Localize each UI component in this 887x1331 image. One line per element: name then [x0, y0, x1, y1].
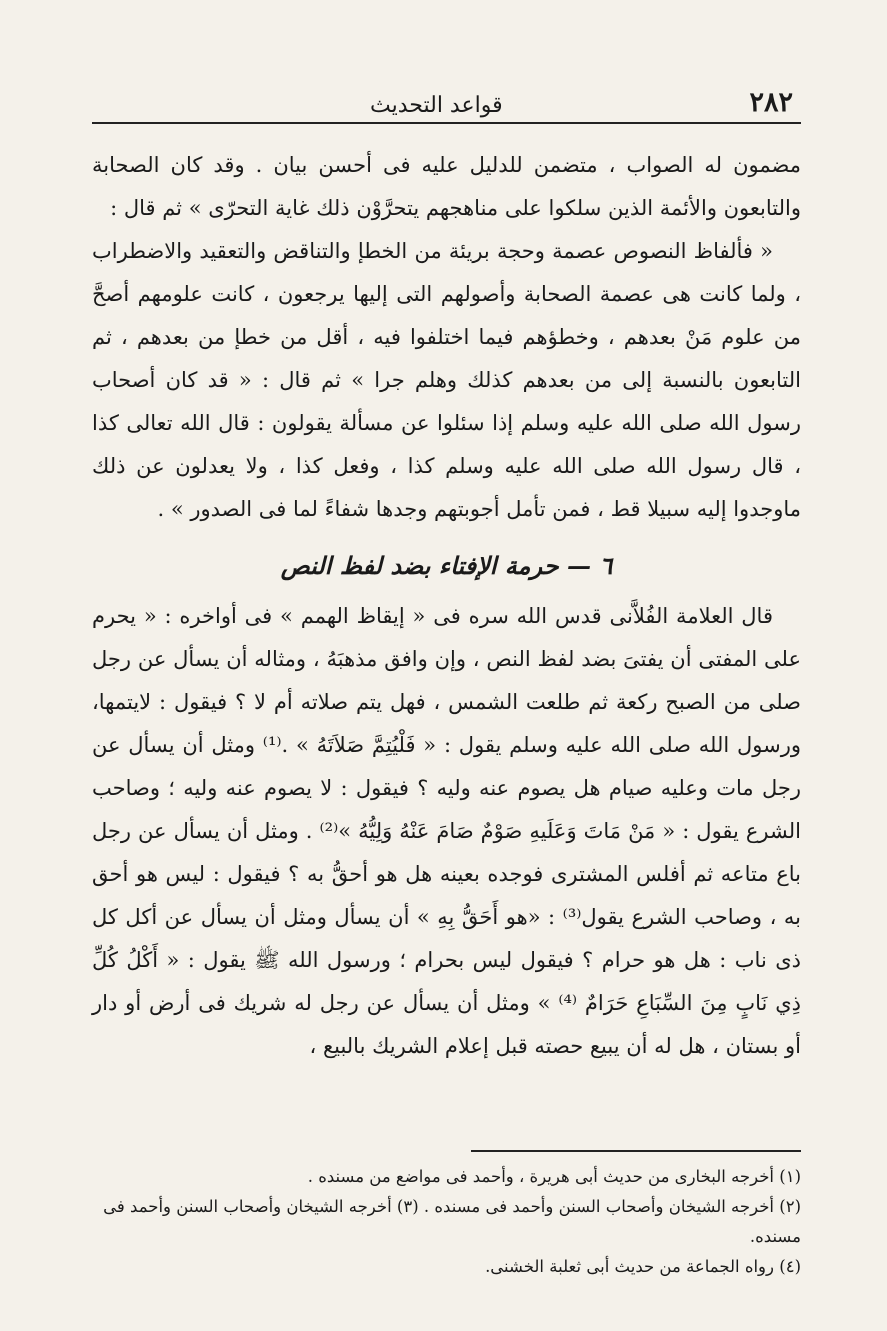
paragraph: قال العلامة الفُلاَّنى قدس الله سره فى « إيقاظ الهمم » فى أواخره : « يحرم على المفتى أن يفتىَ بضد لفظ النص ، وإن وافق مذهبَهُ ، ومثاله أن يسأل عن رجل صلى من الصبح ركعة ثم طلعت الشمس ، فهل يتم صلاته أم لا ؟ فيقول : لايتمها، ورسول الله صلى الله عليه وسلم يقول : « فَلْيُتِمَّ صَلاَتَهُ » .⁽¹⁾ ومثل أن يسأل عن رجل مات وعليه صيام هل يصوم عنه وليه ؟ فيقول : لا يصوم عنه وليه ؛ وصاحب الشرع يقول : « مَنْ مَاتَ وَعَلَيهِ صَوْمٌ صَامَ عَنْهُ وَلِيُّهُ »⁽²⁾ . ومثل أن يسأل عن رجل باع متاعه ثم أفلس المشترى فوجده بعينه هل هو أحقُّ به ؟ فيقول : ليس هو أحق به ، وصاحب الشرع يقول⁽³⁾ : «هو أَحَقُّ بِهِ » أن يسأل ومثل أن يسأل عن أكل كل ذى ناب : هل هو حرام ؟ فيقول ليس بحرام ؛ ورسول الله ﷺ يقول : « أَكْلُ كُلِّ ذِي نَابٍ مِنَ السِّبَاعِ حَرَامٌ ⁽⁴⁾ » ومثل أن يسأل عن رجل له شريك فى أرض أو دار أو بستان ، هل له أن يبيع حصته قبل إعلام الشريك بالبيع ،: [92, 604, 802, 1058]
footnote: (٢) أخرجه الشيخان وأصحاب السنن وأحمد فى مسنده . (٣) أخرجه الشيخان وأصحاب السنن وأحمد فى مسنده.: [103, 1197, 801, 1246]
page-header: [92, 78, 801, 124]
paragraph: مضمون له الصواب ، متضمن للدليل عليه فى أحسن بيان . وقد كان الصحابة والتابعون والأئمة الذين سلكوا على مناهجهم يتحرَّوْن ذلك غاية التحرّى » ثم قال :: [92, 153, 801, 220]
paragraph: « فألفاظ النصوص عصمة وحجة بريئة من الخطإ والتناقض والتعقيد والاضطراب ، ولما كانت هى عصمة الصحابة وأصولهم التى إليها يرجعون ، كانت علومهم أصحَّ من علوم مَنْ بعدهم ، وخطؤهم فيما اختلفوا فيه ، أقل من خطإ من بعدهم ، ثم التابعون بالنسبة إلى من بعدهم كذلك وهلم جرا » ثم قال : « قد كان أصحاب رسول الله صلى الله عليه وسلم إذا سئلوا عن مسألة يقولون : قال الله تعالى كذا ، قال رسول الله صلى الله عليه وسلم كذا ، وفعل كذا ، ولا يعدلون عن ذلك ماوجدوا إليه سبيلا قط ، فمن تأمل أجوبتهم وجدها شفاءً لما فى الصدور » .: [92, 239, 801, 521]
section-heading: ٦ — حرمة الإفتاء بضد لفظ النص: [280, 551, 613, 580]
footnote: (١) أخرجه البخارى من حديث أبى هريرة ، وأحمد فى مواضع من مسنده .: [307, 1167, 801, 1186]
running-title: قواعد التحديث: [370, 93, 503, 118]
page-number: ٢٨٢: [749, 87, 793, 118]
page-body: [92, 144, 801, 1068]
footnotes: [92, 1162, 801, 1282]
footnote-divider: [471, 1150, 801, 1152]
footnote: (٤) رواه الجماعة من حديث أبى ثعلبة الخشنى.: [485, 1257, 801, 1276]
